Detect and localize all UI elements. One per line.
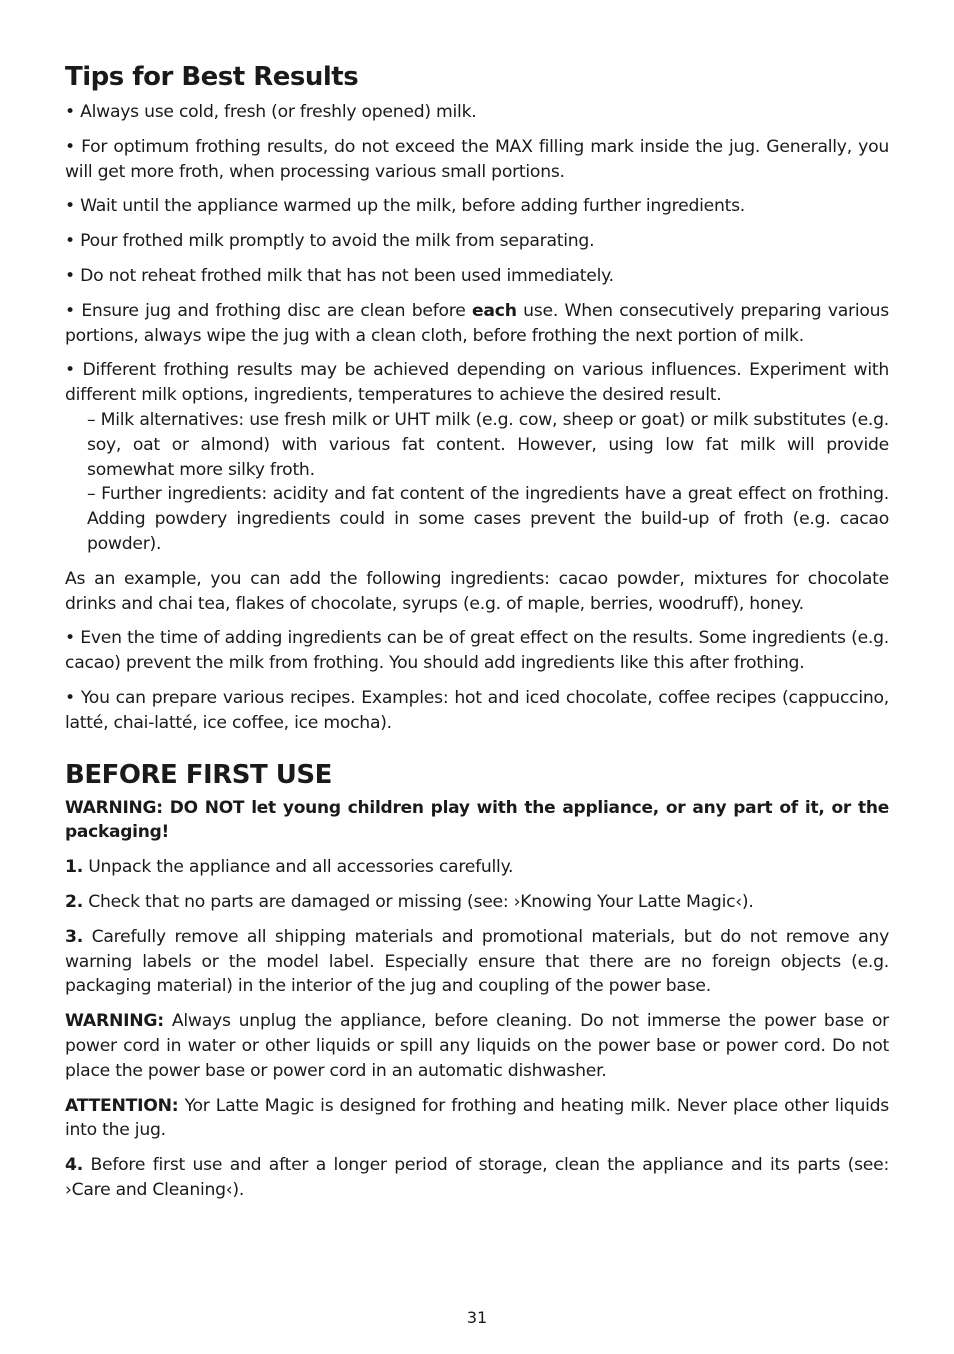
step-3-number: 3. [65,926,83,947]
tip-clean-jug [65,299,889,349]
tip-recipes: • You can prepare various recipes. Examples: hot and iced chocolate, coffee recipes (cappuccino, latté, chai-latté, ice coffee, ice mocha). [65,687,889,733]
tip-clean-jug-pre: • Ensure jug and frothing disc are clean before [65,300,473,321]
warning-children: WARNING: DO NOT let young children play with the appliance, or any part of it, or the packaging! [65,797,889,843]
attention-text: Yor Latte Magic is designed for frothing and heating milk. Never place other liquids into the jug. [65,1095,889,1141]
tip-example-ingredients: As an example, you can add the following ingredients: cacao powder, mixtures for chocolate drinks and chai tea, flakes of chocolate, syrups (e.g. of maple, berries, woodruff), honey. [65,568,889,614]
step-4-number: 4. [65,1155,83,1176]
warning-unplug [65,1009,889,1083]
step-1-text: Unpack the appliance and all accessories carefully. [83,857,514,878]
tip-clean-jug-post: use. When consecutively preparing various portions, always wipe the jug with a clean cloth, before frothing the next portion of milk. [65,300,889,346]
step-1-number: 1. [65,857,83,878]
tip-pour-promptly: • Pour frothed milk promptly to avoid the milk from separating. [65,231,595,252]
warning-text: Always unplug the appliance, before cleaning. Do not immerse the power base or power cord in water or other liquids or spill any liquids on the power base or power cord. Do not place the power base or power cord in an automatic dishwasher. [65,1011,889,1081]
tip-cold-milk: • Always use cold, fresh (or freshly opened) milk. [65,102,477,122]
tip-clean-jug-emphasis: each [472,300,517,321]
tips-heading: Tips for Best Results [65,62,359,92]
tip-different-results: • Different frothing results may be achieved depending on various influences. Experiment with different milk options, ingredients, temperatures to achieve the desired result. [65,360,889,406]
tip-no-reheat: • Do not reheat frothed milk that has not been used immediately. [65,265,614,286]
tip-milk-alternatives: – Milk alternatives: use fresh milk or UHT milk (e.g. cow, sheep or goat) or milk substitutes (e.g. soy, oat or almond) with various fat content. However, using low fat milk will provide somewhat more silky froth. [87,409,889,480]
step-1 [65,855,889,880]
tip-time-adding: • Even the time of adding ingredients can be of great effect on the results. Some ingredients (e.g. cacao) prevent the milk from frothing. You should add ingredients like this after frothing. [65,628,889,674]
step-2-text: Check that no parts are damaged or missing (see: ›Knowing Your Latte Magic‹). [83,891,754,912]
page-number: 31 [466,1308,488,1327]
tip-max-filling: • For optimum frothing results, do not exceed the MAX filling mark inside the jug. Generally, you will get more froth, when processing various small portions. [65,136,889,182]
step-2-number: 2. [65,891,83,912]
warning-label: WARNING: [65,1011,164,1032]
tip-further-ingredients: – Further ingredients: acidity and fat content of the ingredients have a great effect on frothing. Adding powdery ingredients could in some cases prevent the build-up of froth (e.g. cacao powder). [87,484,889,554]
step-4 [65,1153,889,1203]
tip-wait-warm: • Wait until the appliance warmed up the milk, before adding further ingredients. [65,196,746,217]
step-2 [65,890,889,915]
attention-label: ATTENTION: [65,1095,179,1116]
attention-note [65,1094,889,1144]
step-4-text: Before first use and after a longer period of storage, clean the appliance and its parts (see: ›Care and Cleaning‹). [65,1155,889,1200]
manual-page [65,60,889,1213]
before-first-use-heading: BEFORE FIRST USE [65,759,332,790]
step-3-text: Carefully remove all shipping materials and promotional materials, but do not remove any warning labels or the model label. Especially ensure that there are no foreign objects (e.g. packaging material) in the interior of the jug and coupling of the power base. [65,926,889,997]
step-3 [65,925,889,999]
